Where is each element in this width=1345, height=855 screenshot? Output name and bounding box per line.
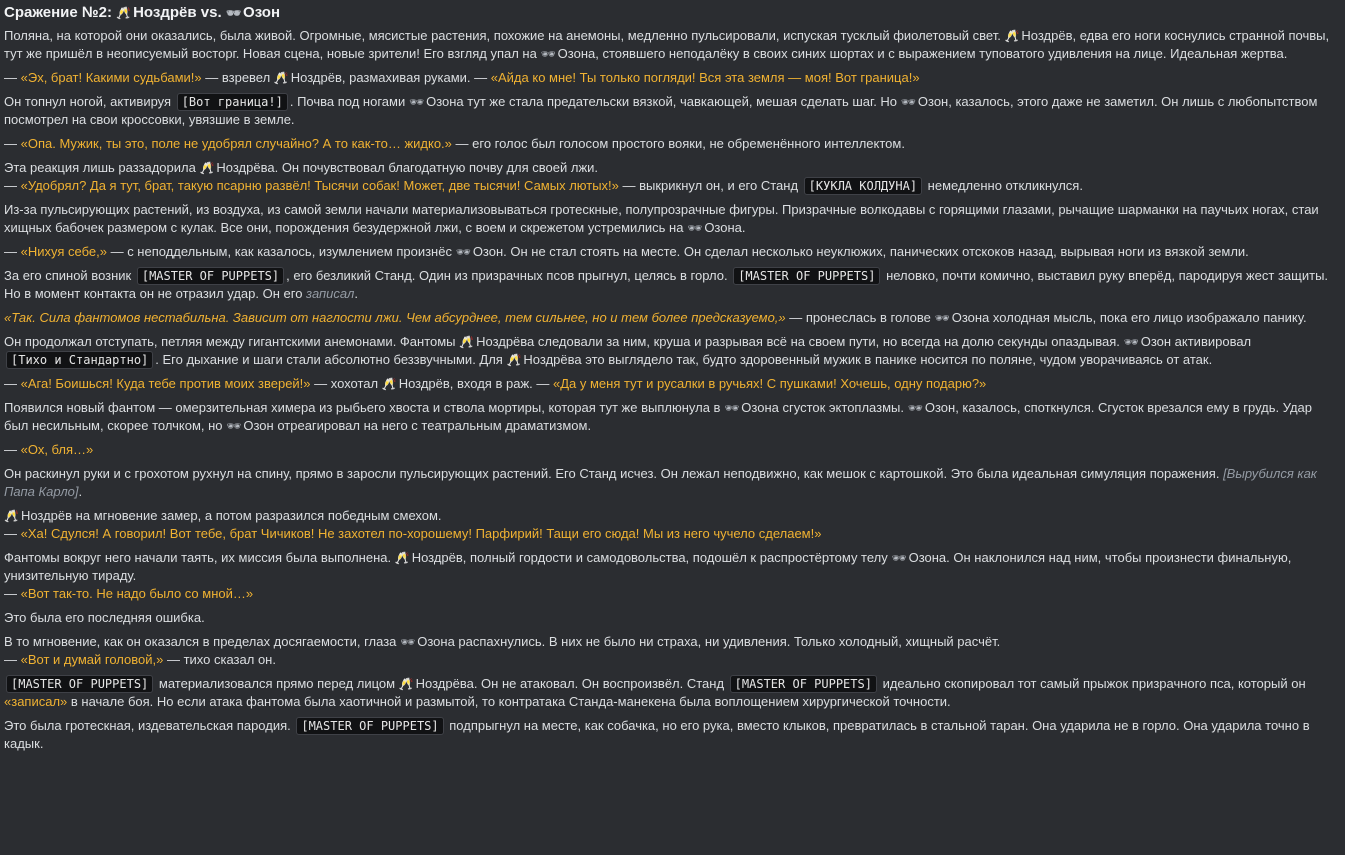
thought-text: «Так. Сила фантомов нестабильна. Зависит от наглости лжи. Чем абсурднее, тем сильнее, но и тем более предсказуемо,» [4, 310, 786, 325]
champagne-glasses-icon: 🥂 [116, 6, 132, 20]
story-text: — его голос был голосом простого вояки, не обременённого интеллектом. [451, 136, 905, 151]
character-name-nozdrev: Ноздрёв [411, 550, 463, 565]
champagne-glasses-icon: 🥂 [4, 509, 19, 523]
character-name-ozon: Озона [951, 310, 990, 325]
story-paragraph [4, 93, 1338, 129]
story-text: Это была гротескная, издевательская пародия. [4, 718, 295, 733]
character-name-nozdrev: Ноздрёв [1021, 28, 1073, 43]
story-text: Эта реакция лишь раззадорила [4, 160, 200, 175]
story-paragraph [4, 159, 1338, 195]
character-name-ozon: Озон [1140, 334, 1172, 349]
story-text: Фантомы вокруг него начали таять, их миссия была выполнена. [4, 550, 395, 565]
story-text: . Он почувствовал благодатную почву для своей лжи. [274, 160, 599, 175]
story-text: — пронеслась в голове [785, 310, 935, 325]
sunglasses-icon: 🕶 [225, 6, 242, 20]
speech-quote: «Нихуя себе,» [20, 244, 107, 259]
story-text: это выглядело так, будто здоровенный мужик в панике носится по поляне, чудом уворачиваясь от атак. [581, 352, 1213, 367]
character-name-nozdrev: Ноздрёв [290, 70, 342, 85]
speech-quote: «записал» [4, 694, 68, 709]
story-text: Поляна, на которой они оказались, была живой. Огромные, мясистые растения, похожие на анемоны, медленно пульсировали, испуская тусклый фиолетовый свет. [4, 28, 1005, 43]
story-paragraph [4, 333, 1338, 369]
story-paragraph [4, 135, 1338, 153]
sunglasses-icon: 🕶 [900, 95, 916, 109]
story-text: — [4, 178, 21, 193]
character-name-nozdrev: Ноздрёва [476, 334, 535, 349]
story-text: — с неподдельным, как казалось, изумлением произнёс [106, 244, 456, 259]
story-paragraph [4, 609, 1338, 627]
sunglasses-icon: 🕶 [408, 95, 425, 109]
speech-quote: «Ха! Сдулся! А говорил! Вот тебе, брат Чичиков! Не захотел по-хорошему! Парфирий! Тащи его сюда! Мы из него чучело сделаем!» [20, 526, 822, 541]
story-paragraph [4, 267, 1338, 303]
sunglasses-icon: 🕶 [400, 635, 416, 649]
story-text: неловко, почти комично, выставил руку вперёд, пародируя жест защиты. Но в момент контакта он не отразил удар. Он его [4, 268, 1329, 301]
story-text: , размахивая руками. — [341, 70, 491, 85]
story-paragraph [4, 441, 1338, 459]
story-text: . Его дыхание и шаги стали абсолютно беззвучными. Для [155, 352, 507, 367]
character-name-ozon: Озона [417, 634, 455, 649]
story-text: — тихо сказал он. [163, 652, 276, 667]
story-text: Он раскинул руки и с грохотом рухнул на спину, прямо в заросли пульсирующих растений. Его Станд исчез. Он лежал неподвижно, как мешок с картошкой. Это была идеальная симуляция поражения. [4, 466, 1224, 481]
story-body [4, 27, 1338, 753]
story-text: — [4, 526, 21, 541]
character-name-ozon: Озон [917, 94, 949, 109]
speech-quote: «Ох, бля…» [20, 442, 94, 457]
title-vs: vs. [200, 4, 222, 21]
character-name-ozon: Озона [426, 94, 464, 109]
story-paragraph [4, 27, 1338, 63]
character-name-ozon: Озона [704, 220, 742, 235]
story-text: отреагировал на него с театральным драматизмом. [273, 418, 592, 433]
story-text: . Он наклонился над ним, чтобы произнести финальную, унизительную тираду. [4, 550, 1292, 583]
title-fighter-2: Озон [243, 4, 281, 21]
story-paragraph [4, 507, 1338, 543]
story-text: следовали за ним, круша и разрывая всё на своем пути, но всегда на долю секунды опаздывая. [534, 334, 1124, 349]
story-text: За его спиной возник [4, 268, 135, 283]
story-text: Появился новый фантом — омерзительная химера из рыбьего хвоста и ствола мортиры, которая тут же выплюнула в [4, 400, 725, 415]
story-text: немедленно откликнулся. [924, 178, 1083, 193]
story-paragraph [4, 465, 1338, 501]
speech-quote: «Да у меня тут и русалки в ручьях! С пушками! Хочешь, одну подарю?» [552, 376, 987, 391]
title-prefix: Сражение №2: [4, 4, 112, 21]
character-name-ozon: Озон [924, 400, 956, 415]
story-text: — [4, 376, 21, 391]
story-text: , казалось, этого даже не заметил. Он лишь с любопытством посмотрел на свои кроссовки, увязшие в земле. [4, 94, 1318, 127]
sunglasses-icon: 🕶 [934, 311, 950, 325]
story-paragraph [4, 309, 1338, 327]
story-text: тут же стала предательски вязкой, чавкающей, мешая сделать шаг. Но [463, 94, 901, 109]
character-name-ozon: Озон [243, 418, 274, 433]
sunglasses-icon: 🕶 [907, 401, 923, 415]
story-paragraph [4, 717, 1338, 753]
stand-name-tag: [Вот граница!] [177, 93, 288, 111]
character-name-nozdrev: Ноздрёв [398, 376, 450, 391]
story-text: — взревел [201, 70, 274, 85]
story-text: . [78, 484, 83, 499]
champagne-glasses-icon: 🥂 [381, 377, 397, 391]
narration-italic: записал [306, 286, 355, 301]
sunglasses-icon: 🕶 [687, 221, 703, 235]
story-paragraph [4, 243, 1338, 261]
champagne-glasses-icon: 🥂 [506, 353, 522, 367]
story-text: Он продолжал отступать, петляя между гигантскими анемонами. Фантомы [4, 334, 460, 349]
speech-quote: «Ага! Боишься! Куда тебе против моих зверей!» [20, 376, 311, 391]
sunglasses-icon: 🕶 [891, 551, 907, 565]
story-container [4, 0, 1338, 759]
story-text: , едва его ноги коснулись странной почвы, тут же пришёл в неописуемый восторг. Новая сцена, новые зрители! Его взгляд упал на [4, 28, 1330, 61]
story-text: — [4, 70, 21, 85]
story-text: — [4, 136, 21, 151]
character-name-nozdrev: Ноздрёв [20, 508, 73, 523]
story-paragraph [4, 399, 1338, 435]
story-text: подпрыгнул на месте, как собачка, но его рука, вместо клыков, превратилась в стальной таран. Она ударила не в горло. Она ударила точно в кадык. [4, 718, 1310, 751]
stand-name-tag: [MASTER OF PUPPETS] [137, 267, 284, 285]
stand-name-tag: [MASTER OF PUPPETS] [296, 717, 443, 735]
story-paragraph [4, 675, 1338, 711]
stand-name-tag: [MASTER OF PUPPETS] [6, 675, 153, 693]
story-text: активировал [1171, 334, 1252, 349]
champagne-glasses-icon: 🥂 [398, 677, 414, 691]
story-text: , входя в раж. — [449, 376, 553, 391]
story-text: . Почва под ногами [289, 94, 409, 109]
story-text: идеально скопировал тот самый прыжок призрачного пса, который он [878, 676, 1306, 691]
speech-quote: «Айда ко мне! Ты только погляди! Вся эта земля — моя! Вот граница!» [490, 70, 920, 85]
story-text: В то мгновение, как он оказался в пределах досягаемости, глаза [4, 634, 400, 649]
story-text: Из-за пульсирующих растений, из воздуха, из самой земли начали материализовываться гротескные, полупрозрачные фигуры. Призрачные волкодавы с горящими глазами, рычащие шарманки на паучьих ногах, стаи хищных бабочек размером с кулак. Все они, порождения безудержной лжи, с воем и скрежетом устремились на [4, 202, 1319, 235]
story-text: в начале боя. Но если атака фантома была хаотичной и размытой, то контратака Станда-манекена была воплощением хирургической точности. [67, 694, 951, 709]
story-text: — хохотал [310, 376, 382, 391]
champagne-glasses-icon: 🥂 [199, 161, 215, 175]
champagne-glasses-icon: 🥂 [1004, 29, 1020, 43]
story-text: — [4, 244, 21, 259]
story-paragraph [4, 375, 1338, 393]
champagne-glasses-icon: 🥂 [394, 551, 410, 565]
character-name-ozon: Озона [557, 46, 596, 61]
stand-name-tag: [Тихо и Стандартно] [6, 351, 153, 369]
character-name-nozdrev: Ноздрёва [523, 352, 582, 367]
character-name-ozon: Озона [908, 550, 947, 565]
title-fighter-1: Ноздрёв [133, 4, 197, 21]
story-text: , стоявшего неподалёку в своих синих шортах и с выражением туповатого удивления на лице. Идеальная жертва. [595, 46, 1288, 61]
speech-quote: «Эх, брат! Какими судьбами!» [20, 70, 202, 85]
story-text: сгусток эктоплазмы. [778, 400, 908, 415]
stand-name-tag: [MASTER OF PUPPETS] [730, 675, 877, 693]
story-text: , казалось, споткнулся. Сгусток врезался ему в грудь. Удар был несильным, скорее толчком, но [4, 400, 1313, 433]
story-text: . [354, 286, 358, 301]
champagne-glasses-icon: 🥂 [273, 71, 289, 85]
story-text: материализовался прямо перед лицом [155, 676, 399, 691]
character-name-nozdrev: Ноздрёва [415, 676, 474, 691]
narration-italic: [Вырубился как Папа Карло] [4, 466, 1317, 499]
story-text: — выкрикнул он, и его Станд [618, 178, 802, 193]
character-name-ozon: Озона [741, 400, 779, 415]
champagne-glasses-icon: 🥂 [459, 335, 475, 349]
stand-name-tag: [MASTER OF PUPPETS] [733, 267, 880, 285]
battle-title [4, 3, 1338, 23]
story-text: . Он не атаковал. Он воспроизвёл. Станд [473, 676, 728, 691]
character-name-ozon: Озон [472, 244, 504, 259]
story-text: на мгновение замер, а потом разразился победным смехом. [72, 508, 442, 523]
sunglasses-icon: 🕶 [1123, 335, 1139, 349]
speech-quote: «Вот так-то. Не надо было со мной…» [20, 586, 254, 601]
story-text: — [4, 586, 21, 601]
sunglasses-icon: 🕶 [455, 245, 471, 259]
sunglasses-icon: 🕶 [724, 401, 740, 415]
character-name-nozdrev: Ноздрёва [216, 160, 275, 175]
story-text: — [4, 652, 21, 667]
sunglasses-icon: 🕶 [226, 419, 242, 433]
story-paragraph [4, 201, 1338, 237]
story-text: . [741, 220, 746, 235]
stand-name-tag: [КУКЛА КОЛДУНА] [804, 177, 922, 195]
story-text: холодная мысль, пока его лицо изображало панику. [989, 310, 1307, 325]
story-text: Он топнул ногой, активируя [4, 94, 175, 109]
story-text: . Он не стал стоять на месте. Он сделал несколько неуклюжих, панических отскоков назад, вырывая ноги из вязкой земли. [503, 244, 1249, 259]
sunglasses-icon: 🕶 [540, 47, 556, 61]
speech-quote: «Вот и думай головой,» [20, 652, 164, 667]
story-text: Это была его последняя ошибка. [4, 610, 205, 625]
story-paragraph [4, 69, 1338, 87]
story-text: , его безликий Станд. Один из призрачных псов прыгнул, целясь в горло. [286, 268, 732, 283]
story-paragraph [4, 633, 1338, 669]
story-text: — [4, 442, 21, 457]
story-paragraph [4, 549, 1338, 603]
speech-quote: «Опа. Мужик, ты это, поле не удобрял случайно? А то как-то… жидко.» [20, 136, 452, 151]
story-text: , полный гордости и самодовольства, подошёл к распростёртому телу [462, 550, 892, 565]
speech-quote: «Удобрял? Да я тут, брат, такую псарню развёл! Тысячи собак! Может, две тысячи! Самых лютых!» [20, 178, 619, 193]
story-text: распахнулись. В них не было ни страха, ни удивления. Только холодный, хищный расчёт. [454, 634, 1001, 649]
